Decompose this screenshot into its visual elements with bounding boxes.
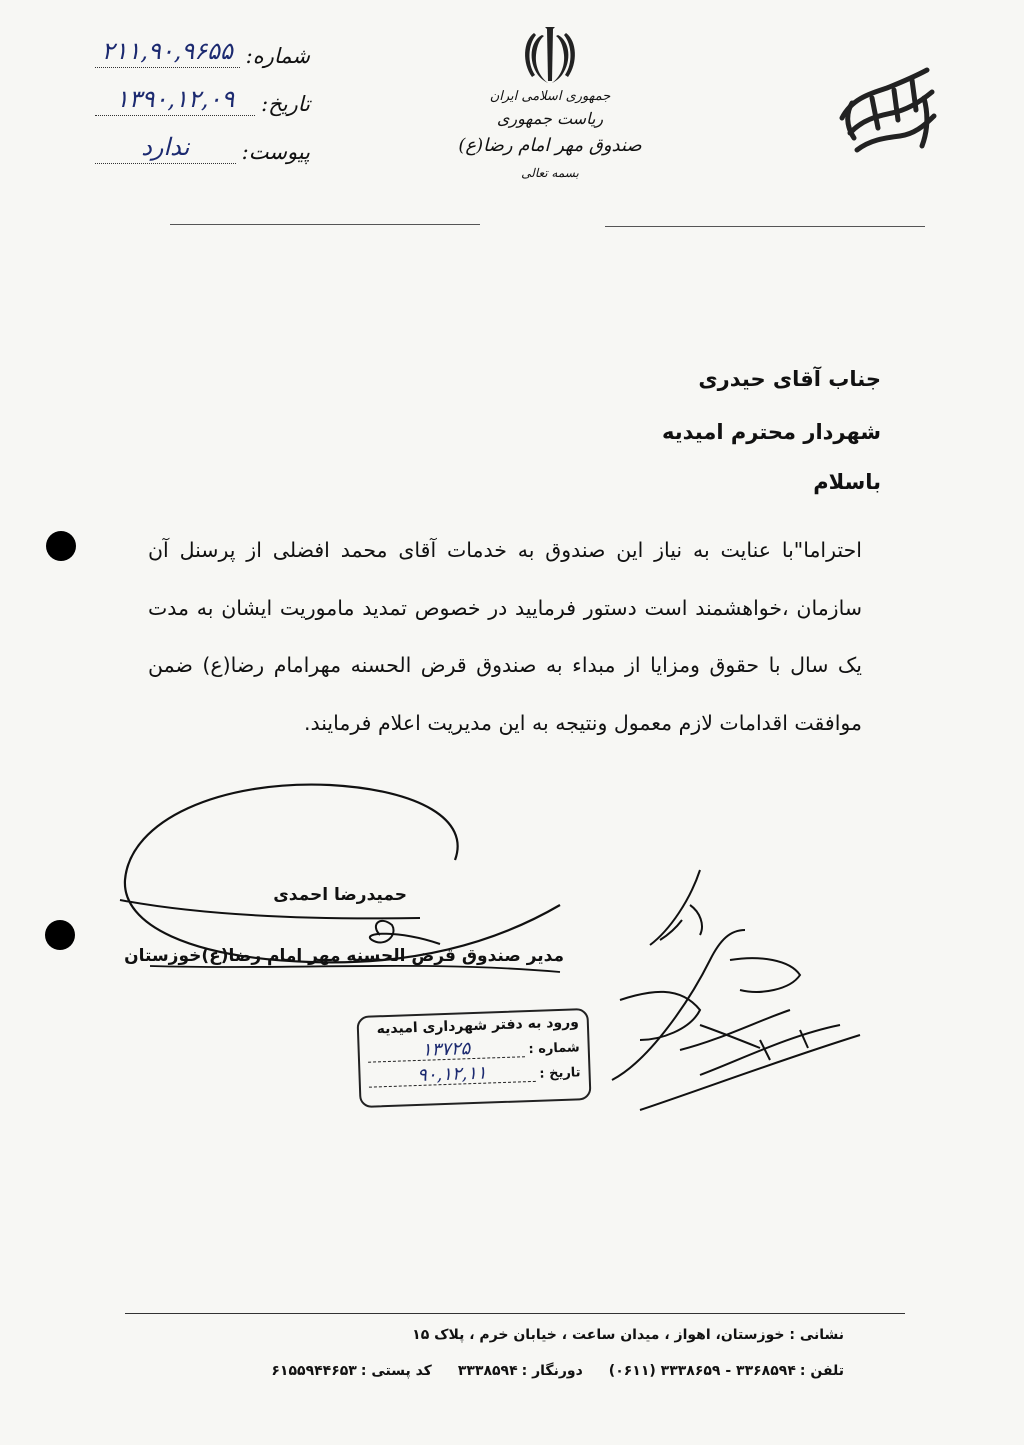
number-value: ۲۱۱,۹۰,۹۶۵۵ <box>95 37 240 68</box>
referral-note-scribble <box>730 958 800 992</box>
phone-value: ۳۳۶۸۵۹۴ - ۳۳۳۸۶۵۹ (۰۶۱۱) <box>608 1363 796 1379</box>
postal-value: ۶۱۵۵۹۴۴۶۵۳ <box>271 1363 357 1379</box>
attachment-label: پیوست: <box>241 140 310 164</box>
referral-note-scribble <box>612 930 745 1080</box>
footer-contacts <box>271 1363 844 1379</box>
stamp-date-value: ۹۰,۱۲,۱۱ <box>368 1063 535 1088</box>
date-value: ۱۳۹۰,۱۲,۰۹ <box>95 85 255 116</box>
stamp-title: ورود به دفتر شهرداری امیدیه <box>376 1014 580 1038</box>
letter-body: احتراما"با عنایت به نیاز این صندوق به خدمات آقای محمد افضلی از پرسنل آن سازمان ،خواهشمند است دستور فرمایید در خصوص تمدید ماموریت ایشان به مدت یک سال با حقوق ومزایا از مبداء به صندوق قرض الحسنه مهرامام رضا(ع) ضمن موافقت اقدامات لازم معمول ونتیجه به این مدیریت اعلام فرمایند. <box>148 538 862 735</box>
addressee-position: شهردار محترم امیدیه <box>662 420 881 444</box>
receipt-stamp <box>356 1008 591 1108</box>
signature-scribble <box>370 921 440 944</box>
footer-fax <box>458 1363 583 1379</box>
referral-note-scribble <box>620 992 700 1040</box>
footer-rule <box>125 1313 905 1314</box>
footer-phone <box>609 1363 844 1379</box>
stamp-number-label: شماره : <box>528 1040 580 1058</box>
signature-scribble <box>125 785 560 963</box>
date-label: تاریخ: <box>261 92 310 116</box>
fax-value: ۳۳۳۸۵۹۴ <box>457 1363 518 1379</box>
footer-address: نشانی : خوزستان، اهواز ، میدان ساعت ، خیابان خرم ، پلاک ۱۵ <box>412 1327 844 1343</box>
postal-label: کد پستی : <box>360 1363 432 1379</box>
invocation: بسمه تعالی <box>521 165 579 180</box>
stamp-number-value: ۱۳۷۲۵ <box>367 1038 524 1062</box>
greeting: باسلام <box>813 470 881 494</box>
stamp-date-row <box>368 1061 581 1087</box>
org-country: جمهوری اسلامی ایران <box>489 89 611 104</box>
referral-note-scribble <box>650 870 702 945</box>
signatory-title: مدیر صندوق قرض الحسنه مهر امام رضا(ع)خوزستان <box>124 946 564 966</box>
addressee-name: جناب آقای حیدری <box>698 367 881 391</box>
org-fund-name: صندوق مهر امام رضا(ع) <box>458 134 642 156</box>
referral-note-scribble <box>640 1035 860 1110</box>
fax-label: دورنگار : <box>521 1363 583 1379</box>
attachment-value: ندارد <box>95 133 236 164</box>
phone-label: تلفن : <box>799 1363 844 1379</box>
number-label: شماره: <box>245 44 310 68</box>
stamp-number-row <box>367 1036 580 1062</box>
signature-scribble <box>150 966 560 972</box>
stamp-date-label: تاریخ : <box>539 1065 581 1082</box>
footer-postal-code <box>271 1363 431 1379</box>
signatory-name: حمیدرضا احمدی <box>273 885 407 905</box>
org-presidency: ریاست جمهوری <box>496 109 604 129</box>
